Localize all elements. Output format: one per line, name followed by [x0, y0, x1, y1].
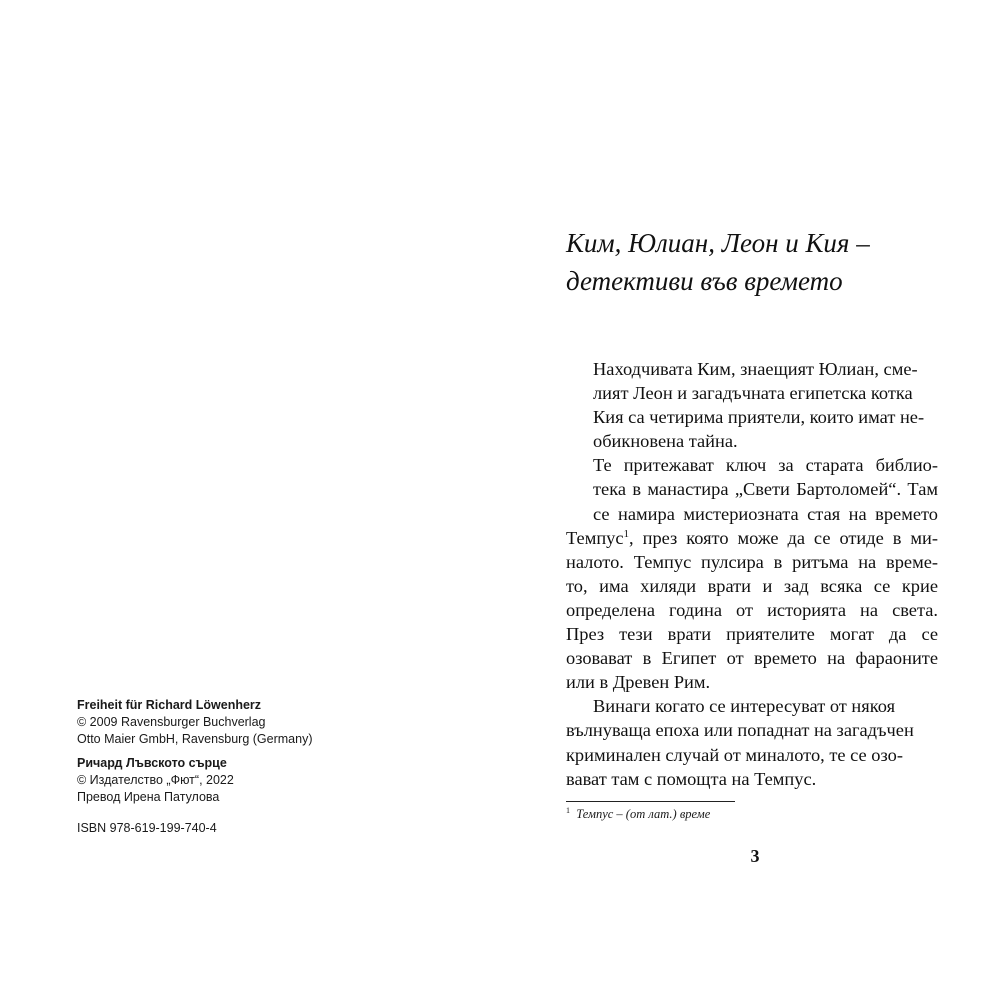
original-edition-info	[77, 697, 377, 748]
body-text	[566, 357, 938, 791]
text-line: то, има хиляди врати и зад всяка се крие	[566, 575, 938, 596]
text-line: озовават в Египет от времето на фараоните	[566, 648, 938, 669]
paragraph-1	[566, 357, 938, 453]
text-line: Темпус$^1$, през която може да се отиде в ми-	[566, 527, 938, 548]
bg-title: Ричард Лъвското сърце	[77, 756, 227, 770]
isbn: ISBN 978-619-199-740-4	[77, 821, 217, 835]
text-line: Находчивата Ким, знаещият Юлиан, сме-	[593, 359, 918, 379]
text-line: се намира мистериозната стая на времето	[593, 503, 938, 524]
text-line: вават там с помощта на Темпус.	[566, 768, 817, 789]
translator-credit: Превод Ирена Патулова	[77, 790, 220, 804]
text-line: Те притежават ключ за старата библио-	[593, 455, 938, 476]
chapter-title	[566, 224, 896, 300]
text-line: обикновена тайна.	[593, 431, 738, 452]
footnote-divider	[566, 801, 735, 802]
paragraph-2	[566, 453, 938, 525]
footnote	[566, 806, 866, 822]
imprint-block	[77, 697, 377, 837]
chapter-title-line-2: детективи във времето	[566, 266, 843, 296]
text-line: определена година от историята на света.	[566, 599, 938, 620]
original-title: Freiheit für Richard Löwenherz	[77, 698, 262, 712]
text-line: лият Леон и загадъчната египетска котка	[593, 383, 913, 404]
footnote-text: Темпус – (от лат.) време	[576, 807, 711, 821]
page-number: 3	[750, 846, 760, 866]
footnote-reference: 1	[623, 527, 630, 540]
paragraph-3	[566, 694, 938, 790]
text-line: налото. Темпус пулсира в ритъма на време-	[566, 551, 938, 572]
text-line: тека в манастира „Свети Бартоломей“. Там	[593, 479, 938, 500]
text-line-rest: през която може да се отиде в ми-	[642, 527, 938, 548]
original-copyright: © 2009 Ravensburger Buchverlag	[77, 715, 266, 729]
original-publisher: Otto Maier GmbH, Ravensburg (Germany)	[77, 732, 313, 746]
paragraph-2-continued	[566, 526, 938, 695]
chapter-title-line-1: Ким, Юлиан, Леон и Кия –	[566, 228, 870, 258]
isbn-group	[77, 820, 377, 837]
text-line: Кия са четирима приятели, които имат не-	[593, 407, 925, 428]
text-line: криминален случай от миналото, те се озо-	[566, 744, 903, 765]
tempus-word: Темпус	[566, 527, 624, 548]
bulgarian-edition-info	[77, 755, 377, 806]
text-line: Винаги когато се интересуват от някоя	[593, 696, 896, 717]
footnote-mark: 1	[566, 805, 570, 815]
text-line: или в Древен Рим.	[566, 672, 711, 693]
bg-copyright: © Издателство „Фют“, 2022	[77, 773, 234, 787]
text-line: През тези врати приятелите могат да се	[566, 624, 938, 645]
text-line: вълнуваща епоха или попаднат на загадъчен	[566, 720, 914, 741]
